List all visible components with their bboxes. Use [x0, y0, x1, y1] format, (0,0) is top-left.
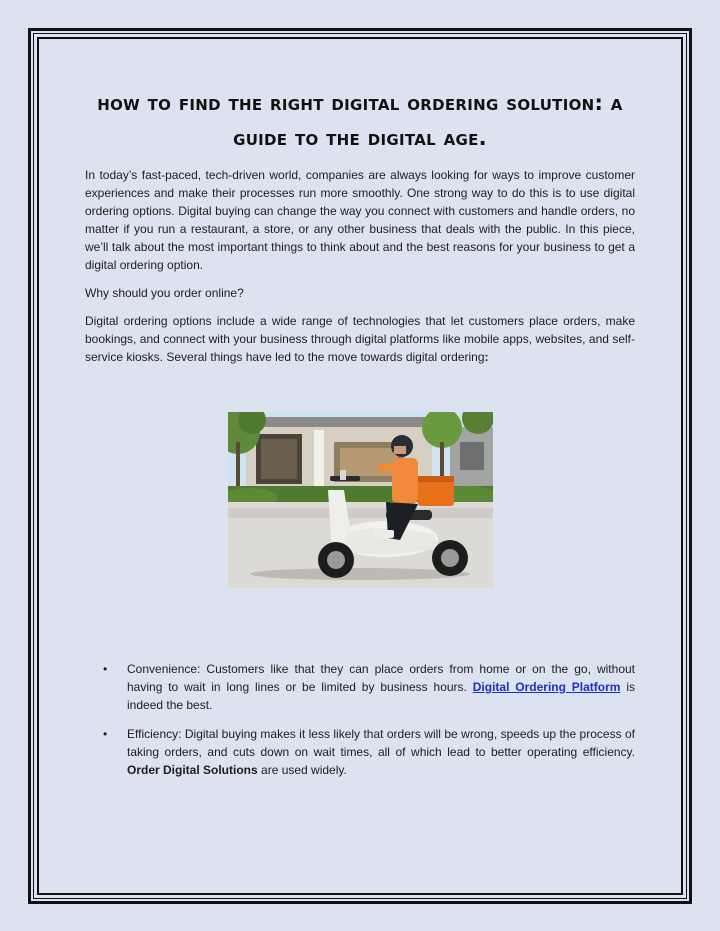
- bullet-text: Convenience: Customers like that they can place orders from home or on the go, without having to wait in long lines or be limited by business hours.: [127, 662, 635, 694]
- bullet-text-end: are used widely.: [257, 763, 347, 777]
- page-title: how to find the right digital ordering solution: a guide to the digital age.: [97, 91, 623, 150]
- body-paragraph: [85, 312, 635, 366]
- question-heading: Why should you order online?: [85, 286, 244, 300]
- document-content: [85, 86, 635, 790]
- body-colon: :: [484, 350, 489, 364]
- scooter-delivery-photo: [228, 412, 493, 588]
- intro-paragraph: In today’s fast-paced, tech-driven world, companies are always looking for ways to improve customer experiences and make their processes run more smoothly. One strong way to do this is to use digital ordering options. Digital buying can change the way you connect with customers and handle orders, no matter if you run a restaurant, a store, or any other business that deals with the public. In this piece, we’ll talk about the most important things to think about and the best reasons for your business to get a digital ordering option.: [85, 168, 635, 272]
- order-digital-solutions-bold: Order Digital Solutions: [127, 763, 258, 777]
- list-item: [85, 725, 635, 779]
- list-item: [85, 660, 635, 714]
- bullet-text-end: is indeed the best.: [127, 680, 636, 712]
- bullet-text: Efficiency: Digital buying makes it less likely that orders will be wrong, speeds up the process of taking orders, and cuts down on wait times, all of which lead to better operating efficiency.: [127, 727, 635, 759]
- reasons-list: [85, 660, 635, 779]
- digital-ordering-platform-link[interactable]: Digital Ordering Platform: [472, 680, 621, 694]
- bullet-icon: •: [103, 662, 108, 676]
- bullet-icon: •: [103, 727, 108, 741]
- body-text: Digital ordering options include a wide range of technologies that let customers place orders, make bookings, and connect with your business through digital platforms like mobile apps, websites, and self-service kiosks. Several things have led to the move towards digital ordering: [85, 314, 635, 364]
